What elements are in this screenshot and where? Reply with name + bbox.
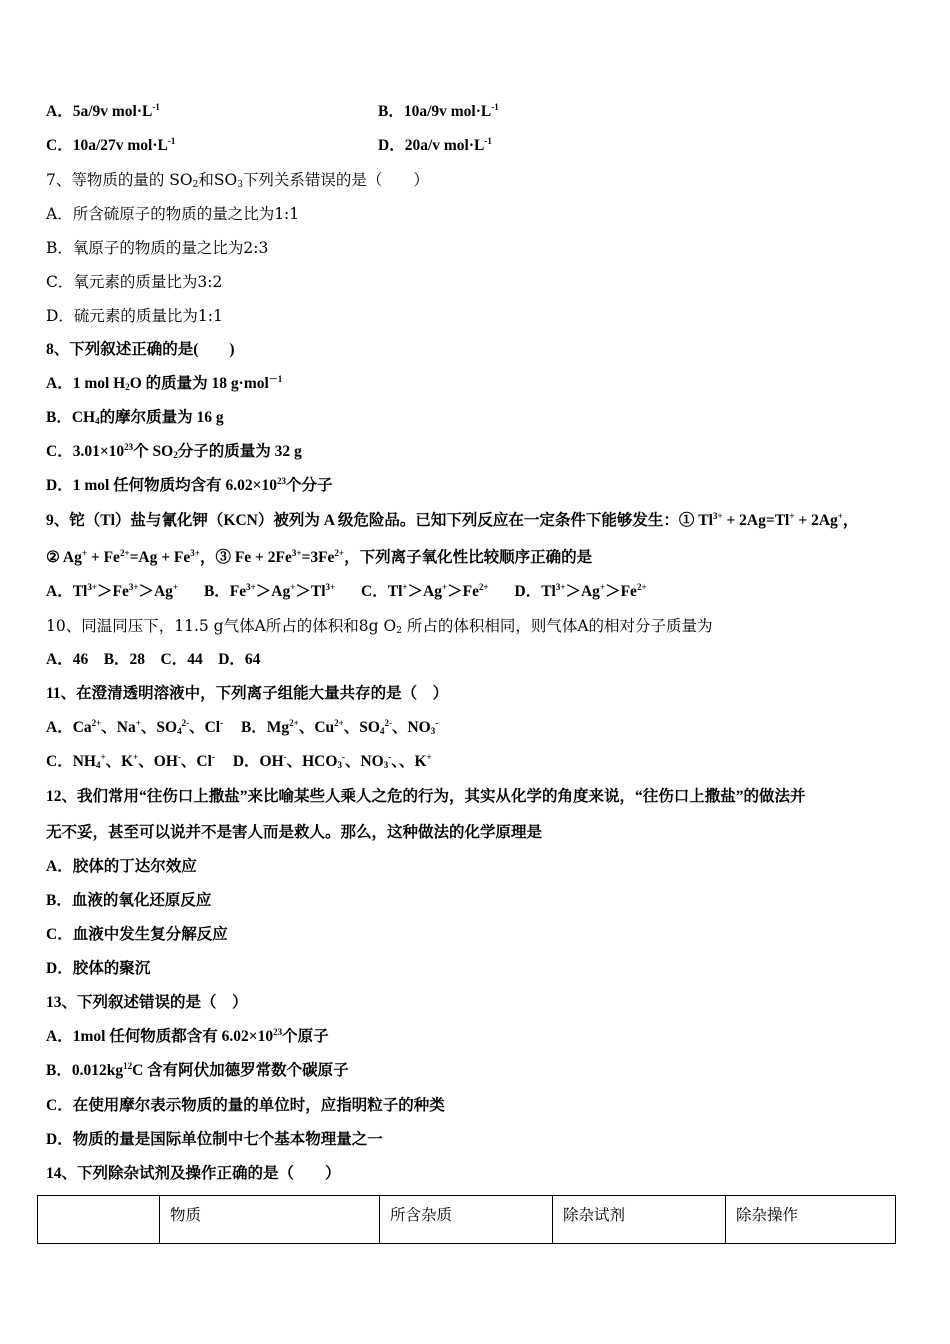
- q9-options: [46, 581, 647, 603]
- q9-option-c: C．$Tl^+>Ag^+>Fe^{2+}$: [361, 582, 489, 600]
- q9-option-d: D．$Tl^{3+}>Ag^+>Fe^{2+}$: [514, 582, 647, 600]
- q11-option-c: C．$NH_4^+$、K+、OH-、Cl-: [46, 752, 215, 770]
- q11-option-b: B．$Mg^{2+}$、$Cu^{2+}$、$SO_4^{2-}$、$NO_3^-$: [240, 718, 439, 736]
- q14-stem: 14、下列除杂试剂及操作正确的是（ ）: [46, 1165, 341, 1182]
- q6-option-a: A．5a/9v $mol\cdot L^{-1}$: [46, 102, 160, 120]
- q8-stem: 8、下列叙述正确的是( ): [46, 341, 235, 358]
- q11-options-ab: [46, 717, 438, 739]
- q11-stem: 11、在澄清透明溶液中，下列离子组能大量共存的是（ ）: [46, 685, 449, 702]
- q6-option-c: C．10a/27v $mol\cdot L^{-1}$: [46, 136, 176, 154]
- q12-stem-line2: 无不妥，甚至可以说并不是害人而是救人。那么，这种做法的化学原理是: [46, 824, 543, 841]
- q6-option-b: B．10a/9v $mol\cdot L^{-1}$: [378, 102, 499, 120]
- q14-table: [37, 1195, 896, 1244]
- q7-option-d: D．硫元素的质量比为1:1: [46, 307, 223, 325]
- q7-option-c: C．氧元素的质量比为3:2: [46, 273, 223, 291]
- q12-stem-line1: 12、我们常用“往伤口上撒盐”来比喻某些人乘人之危的行为，其实从化学的角度来说，“往伤口上撒盐”的做法并: [46, 788, 806, 805]
- q8-option-c: C．$3.01\times 10^{23}$个 $SO_2$分子的质量为 32 g: [46, 442, 302, 460]
- table-header-cell: 所含杂质: [380, 1196, 553, 1244]
- table-header-cell: 物质: [160, 1196, 380, 1244]
- table-header-cell: [38, 1196, 160, 1244]
- q13-stem: 13、下列叙述错误的是（ ）: [46, 994, 248, 1011]
- q12-option-b: B．血液的氧化还原反应: [46, 892, 212, 909]
- q13-option-c: C．在使用摩尔表示物质的量的单位时，应指明粒子的种类: [46, 1097, 445, 1114]
- q7-stem: 7、等物质的量的 $SO_2$和$SO_3$下列关系错误的是（ ）: [46, 171, 429, 190]
- q12-option-c: C．血液中发生复分解反应: [46, 926, 228, 943]
- q9-option-a: A．$Tl^{3+}>Fe^{3+}>Ag^+$: [46, 582, 179, 600]
- q7-option-a: A．所含硫原子的物质的量之比为1:1: [46, 205, 300, 223]
- q9-option-b: B．$Fe^{3+}>Ag^+>Tl^{3+}$: [203, 582, 336, 600]
- q11-options-cd: [46, 751, 432, 773]
- q11-option-a: A．$Ca^{2+}$、Na+、$SO_4^{2-}$、Cl-: [46, 718, 224, 736]
- q13-option-a: A．1mol 任何物质都含有 $6.02\times 10^{23}$个原子: [46, 1027, 329, 1045]
- q12-option-d: D．胶体的聚沉: [46, 960, 151, 977]
- q13-option-d: D．物质的量是国际单位制中七个基本物理量之一: [46, 1131, 383, 1148]
- q8-option-a: A．1 mol $H_2O$ 的质量为 18 g·mol$^{-1}$: [46, 374, 283, 392]
- q12-option-a: A．胶体的丁达尔效应: [46, 858, 197, 875]
- q10-options: A．46 B．28 C．44 D．64: [46, 651, 261, 668]
- table-header-row: [38, 1196, 896, 1244]
- q7-option-b: B．氧原子的物质的量之比为2:3: [46, 239, 269, 257]
- q10-stem: 10、同温同压下，11.5 g气体A所占的体积和8g $O_2$ 所占的体积相同，则气体A的相对分子质量为: [46, 617, 713, 636]
- q8-option-d: D．1 mol 任何物质均含有 $6.02\times 10^{23}$个分子: [46, 476, 333, 494]
- q11-option-d: D．OH-、$HCO_3^-$、$NO_3^-$、、K+: [232, 752, 432, 770]
- q8-option-b: B．$CH_4$的摩尔质量为 16 g: [46, 409, 224, 426]
- q6-option-d: D．20a/v $mol\cdot L^{-1}$: [378, 136, 492, 154]
- table-header-cell: 除杂操作: [726, 1196, 896, 1244]
- table-header-cell: 除杂试剂: [553, 1196, 726, 1244]
- q13-option-b: B．$0.012kg^{12}C$ 含有阿伏加德罗常数个碳原子: [46, 1061, 349, 1079]
- q9-stem-line2: ② $Ag^+ + Fe^{2+}=Ag + Fe^{3+}$，③ $Fe + 2Fe^{3+}=3Fe^{2+}$，下列离子氧化性比较顺序正确的是: [46, 548, 593, 566]
- q9-stem-line1: 9、铊（Tl）盐与氰化钾（KCN）被列为 A 级危险品。已知下列反应在一定条件下能够发生：① $Tl^{3+} + 2Ag=Tl^+ + 2Ag^+$，: [46, 511, 859, 529]
